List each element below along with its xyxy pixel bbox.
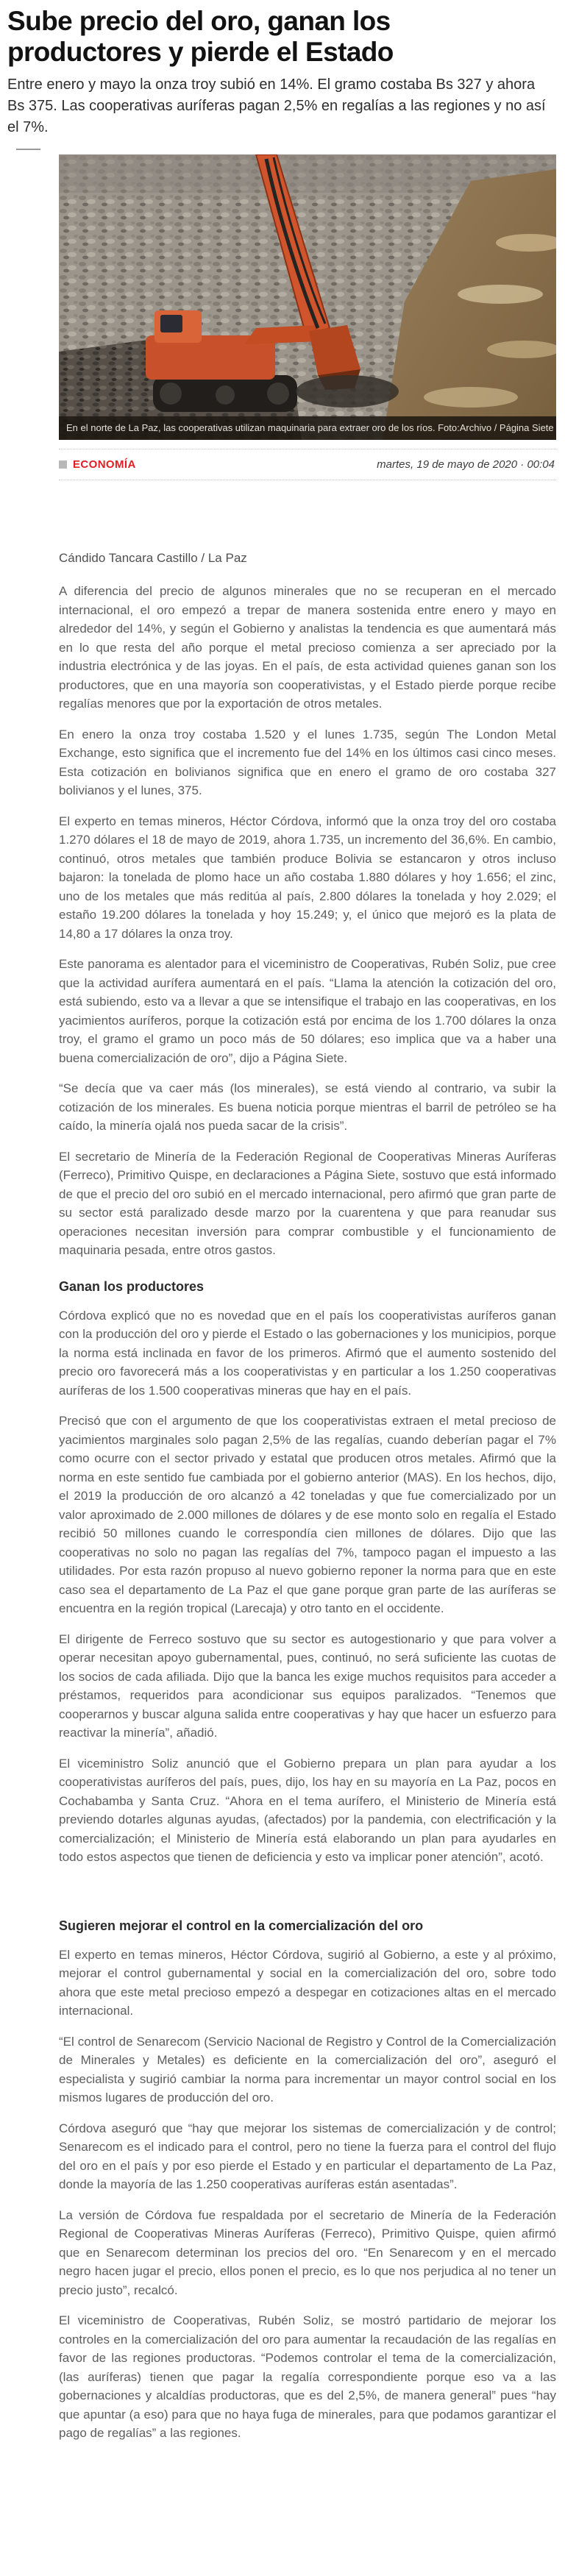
article-paragraph: “El control de Senarecom (Servicio Nacional de Registro y Control de la Comercialización de Minerales y Metales) es deficiente en la comercialización del oro”, aseguró el especialista y sugirió cambiar la norma para incrementar un mayor control social en los mismos lugares de producción del oro.: [59, 2034, 556, 2105]
page-title: Sube precio del oro, ganan los productores y pierde el Estado: [7, 6, 394, 68]
excavator-river-photo: [59, 154, 556, 440]
article-photo: [59, 154, 556, 440]
article-paragraph: El viceministro de Cooperativas, Rubén Soliz, se mostró partidario de mejorar los controles en la comercialización del oro para aumentar la recaudación de las regalías en favor de las regiones productoras. “Podemos controlar el tema de la comercialización, (las auríferas) tienen que pagar la regalía correspondiente porque eso va a las gobernaciones y alcaldías productoras, que es del 2,5%, de manera general” pues “hay que apuntar (a eso) para que no haya fuga de minerales, para que podamos garantizar el pago de regalías” a las regiones.: [59, 2313, 556, 2441]
article-paragraph: Córdova explicó que no es novedad que en el país los cooperativistas auríferos ganan con la producción del oro y pierde el Estado o las gobernaciones y los municipios, porque la norma está inclinada en favor de los primeros. Afirmó que el aumento sostenido del precio oro favorecerá más a los cooperativistas y en particular a los 1.250 cooperativas auríferas de los 1.500 cooperativas mineras que hay en el país.: [59, 1308, 556, 1398]
article-paragraph: Este panorama es alentador para el viceministro de Cooperativas, Rubén Soliz, pue cree que la actividad aurífera aumentará en el país. “Llama la atención la cotización del oro, está subiendo, esto va a llevar a que se intensifique el trabajo en las cooperativas, en los yacimientos auríferos, porque la cotización está por encima de los 1.700 dólares la onza troy, el gramo el gramo un poco más de 50 dólares; eso implica que va a haber una buena comercialización de oro”, dijo a Página Siete.: [59, 957, 556, 1065]
article-standfirst: Entre enero y mayo la onza troy subió en 14%. El gramo costaba Bs 327 y ahora Bs 375. Las cooperativas auríferas pagan 2,5% en regalías a las regiones y no así el 7%.: [7, 77, 546, 136]
article-paragraph: El viceministro Soliz anunció que el Gobierno prepara un plan para ayudar a los cooperativistas auríferos del país, pues, dijo, los hay en su mayoría en La Paz, pocos en Cochabamba y Santa Cruz. “Ahora en el tema aurífero, el Ministerio de Minería está previendo dotarles algunas ayudas, (afectados) por la pandemia, con electrificación y la comercialización; el Ministerio de Minería está elaborando un plan para ayudarles en todo estos aspectos que tienen de deficiencia y esto va implicar poner atención”, acotó.: [59, 1756, 556, 1865]
article-subheading: Ganan los productores: [59, 1278, 205, 1294]
article-subheading: Sugieren mejorar el control en la comercialización del oro: [59, 1918, 424, 1933]
article-paragraph: En enero la onza troy costaba 1.520 y el lunes 1.735, según The London Metal Exchange, esto significa que el incremento fue del 14% en los últimos casi cinco meses. Esta cotización en bolivianos significa que en enero el gramo de oro costaba 327 bolivianos y el lunes, 375.: [59, 727, 556, 798]
article-date: martes, 19 de mayo de 2020 · 00:04: [377, 458, 555, 472]
article-paragraph: La versión de Córdova fue respaldada por el secretario de Minería de la Federación Regional de Cooperativas Mineras Auríferas (Ferreco), Primitivo Quispe, quien afirmó que en Senarecom determinan los precios del oro. “En Senarecom y en el mercado negro hacen jugar el precio, ellos ponen el precio, es lo que nos perjudica al no tener un precio justo”, recalcó.: [59, 2207, 556, 2297]
article-paragraph: Precisó que con el argumento de que los cooperativistas extraen el metal precioso de yacimientos marginales solo pagan 2,5% de las regalías, cuando deberían pagar el 7% como ocurre con el sector privado y estatal que producen otros metales. Afirmó que la norma en este sentido fue cambiada por el gobierno anterior (MAS). En los hechos, dijo, el 2019 la producción de oro alcanzó a 42 toneladas y que fue comercializado por un valor aproximado de 2.000 millones de dólares y de ese monto solo en regalía el Estado recibió 50 millones cuando le correspondía cien millones de dólares. Dijo que las cooperativas no solo no pagan las regalías del 7%, tampoco pagan el impuesto a las utilidades. Por esta razón propuso al nuevo gobierno reponer la norma para que en este caso sea el departamento de La Paz el que gane porque gran parte de las auríferas se encuentra en la región tropical (Larecaja) y otro tanto en el occidente.: [59, 1414, 556, 1616]
article-paragraph: A diferencia del precio de algunos minerales que no se recuperan en el mercado internacional, el oro empezó a trepar de manera sostenida entre enero y mayo en alrededor del 14%, y según el Gobierno y analistas la tendencia es que aumentará más en lo que resta del año porque el metal precioso comienza a ser apreciado por la industria electrónica y de las joyas. En el país, de esta actividad quienes ganan son los productores, que en una mayoría son cooperativistas, y el Estado pierde porque recibe regalías menores que por la exportación de otros metales.: [59, 584, 556, 711]
section-bullet-icon: [59, 460, 67, 469]
standfirst-divider: [16, 149, 40, 150]
article-paragraph: El experto en temas mineros, Héctor Córdova, sugirió al Gobierno, a este y al próximo, mejorar el control gubernamental y social en la comercialización del oro, sobre todo ahora que este metal precioso empezó a despegar en cotizaciones altas en el mercado internacional.: [59, 1947, 556, 2018]
article-meta-row: [59, 449, 556, 480]
article-byline: Cándido Tancara Castillo / La Paz: [59, 551, 247, 566]
article-column: [59, 154, 556, 2443]
article-paragraph: El dirigente de Ferreco sostuvo que su sector es autogestionario y que para volver a operar necesitan apoyo gubernamental, pues, continuó, no será suficiente las cuotas de los socios de cada afiliada. Dijo que la banca les exige muchos requisitos para acceder a préstamos, requeridos para acondicionar sus equipos paralizados. “Tenemos que cooperarnos y buscar alguna salida entre cooperativas y hay que hacer un esfuerzo para reactivar la minería”, añadió.: [59, 1632, 556, 1740]
article-body: [59, 582, 556, 2443]
photo-caption: En el norte de La Paz, las cooperativas utilizan maquinaria para extraer oro de los ríos. Foto:Archivo / Página Siete: [59, 416, 556, 440]
section-wrap: [59, 458, 136, 471]
article-paragraph: Córdova aseguró que “hay que mejorar los sistemas de comercialización y de control; Senarecom es el indicado para el control, pero no tiene la fuerza para el control del flujo del oro en el país y por eso pierde el Estado y en particular el departamento de La Paz, donde la mayoría de las 1.250 cooperativas auríferas están asentadas”.: [59, 2121, 556, 2192]
article-paragraph: El secretario de Minería de la Federación Regional de Cooperativas Mineras Auríferas (Ferreco), Primitivo Quispe, en declaraciones a Página Siete, sostuvo que está informado de que el precio del oro subió en el mercado internacional, pero afirmó que gran parte de su sector está paralizado desde marzo por la cuarentena y que para reanudar sus operaciones necesitan inversión para comprar combustible y el funcionamiento de maquinaria pesada, entre otros gastos.: [59, 1149, 556, 1258]
section-link-economia[interactable]: ECONOMÍA: [73, 458, 136, 472]
article-paragraph: El experto en temas mineros, Héctor Córdova, informó que la onza troy del oro costaba 1.270 dólares el 18 de mayo de 2019, ahora 1.735, un incremento del 36,6%. En cambio, continuó, otros metales que también produce Bolivia se estancaron y otros incluso bajaron: la tonelada de plomo hace un año costaba 1.880 dólares y hoy 1.656; el zinc, uno de los metales que más reditúa al país, 2.800 dólares la tonelada y hoy 2.029; el estaño 19.200 dólares la tonelada y hoy 15.249; y, el único que mejoró es la plata de 14,80 a 17 dólares la onza troy.: [59, 814, 556, 941]
article-paragraph: “Se decía que va caer más (los minerales), se está viendo al contrario, va subir la cotización de los minerales. Es buena noticia porque mientras el barril de petróleo se ha caído, la minería ojalá nos pueda sacar de la crisis”.: [59, 1081, 556, 1134]
